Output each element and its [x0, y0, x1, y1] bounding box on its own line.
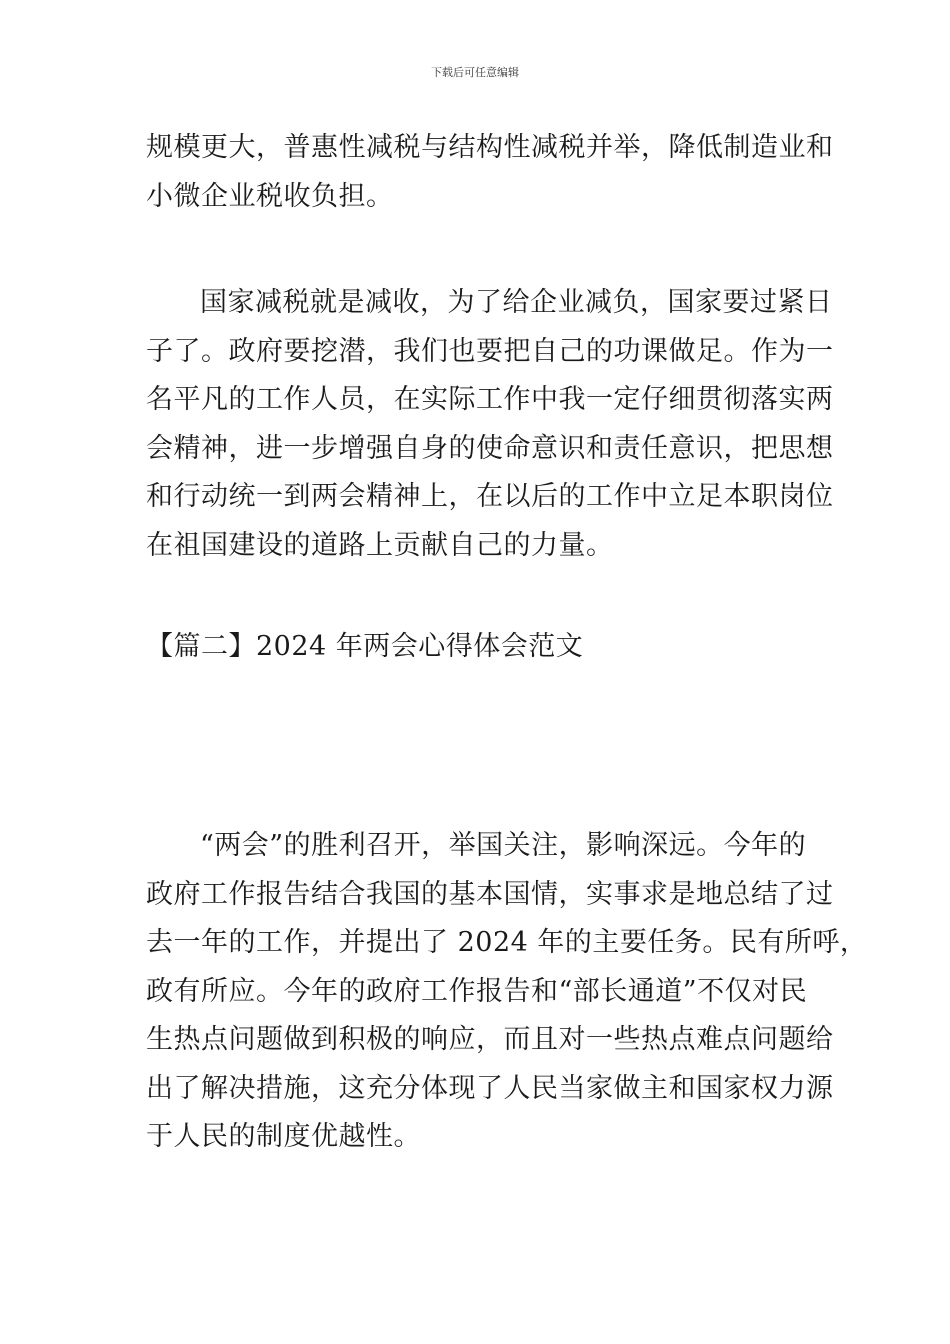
paragraph-line: 去一年的工作，并提出了 2024 年的主要任务。民有所呼，: [146, 927, 868, 958]
paragraph-line: 政有所应。今年的政府工作报告和“部长通道”不仅对民: [146, 975, 808, 1007]
paragraph-line: 子了。政府要挖潜，我们也要把自己的功课做足。作为一: [146, 335, 834, 367]
paragraph-line: 和行动统一到两会精神上，在以后的工作中立足本职岗位: [146, 481, 834, 512]
section-heading-text: 【篇二】2024 年两会心得体会范文: [146, 631, 584, 662]
paragraph-line: 出了解决措施，这充分体现了人民当家做主和国家权力源: [146, 1072, 834, 1104]
paragraph-continuation: [146, 124, 834, 221]
paragraph-line: 于人民的制度优越性。: [146, 1121, 421, 1152]
paragraph-line: 名平凡的工作人员，在实际工作中我一定仔细贯彻落实两: [146, 384, 834, 415]
paragraph-tax-reduction: [146, 279, 834, 570]
paragraph-line: “两会”的胜利召开，举国关注，影响深远。今年的: [200, 830, 807, 861]
paragraph-line: 国家减税就是减收，为了给企业减负，国家要过紧日: [200, 287, 833, 318]
paragraph-two-sessions: [146, 822, 868, 1162]
paragraph-line: 政府工作报告结合我国的基本国情，实事求是地总结了过: [146, 878, 834, 910]
paragraph-line: 在祖国建设的道路上贡献自己的力量。: [146, 529, 614, 561]
header-note: 下载后可任意编辑: [431, 66, 519, 79]
section-heading: [146, 623, 811, 672]
paragraph-line: 规模更大，普惠性减税与结构性减税并举，降低制造业和: [146, 132, 834, 163]
paragraph-line: 会精神，进一步增强自身的使命意识和责任意识，把思想: [146, 432, 834, 464]
paragraph-line: 生热点问题做到积极的响应，而且对一些热点难点问题给: [146, 1024, 834, 1055]
paragraph-line: 小微企业税收负担。: [146, 180, 394, 212]
